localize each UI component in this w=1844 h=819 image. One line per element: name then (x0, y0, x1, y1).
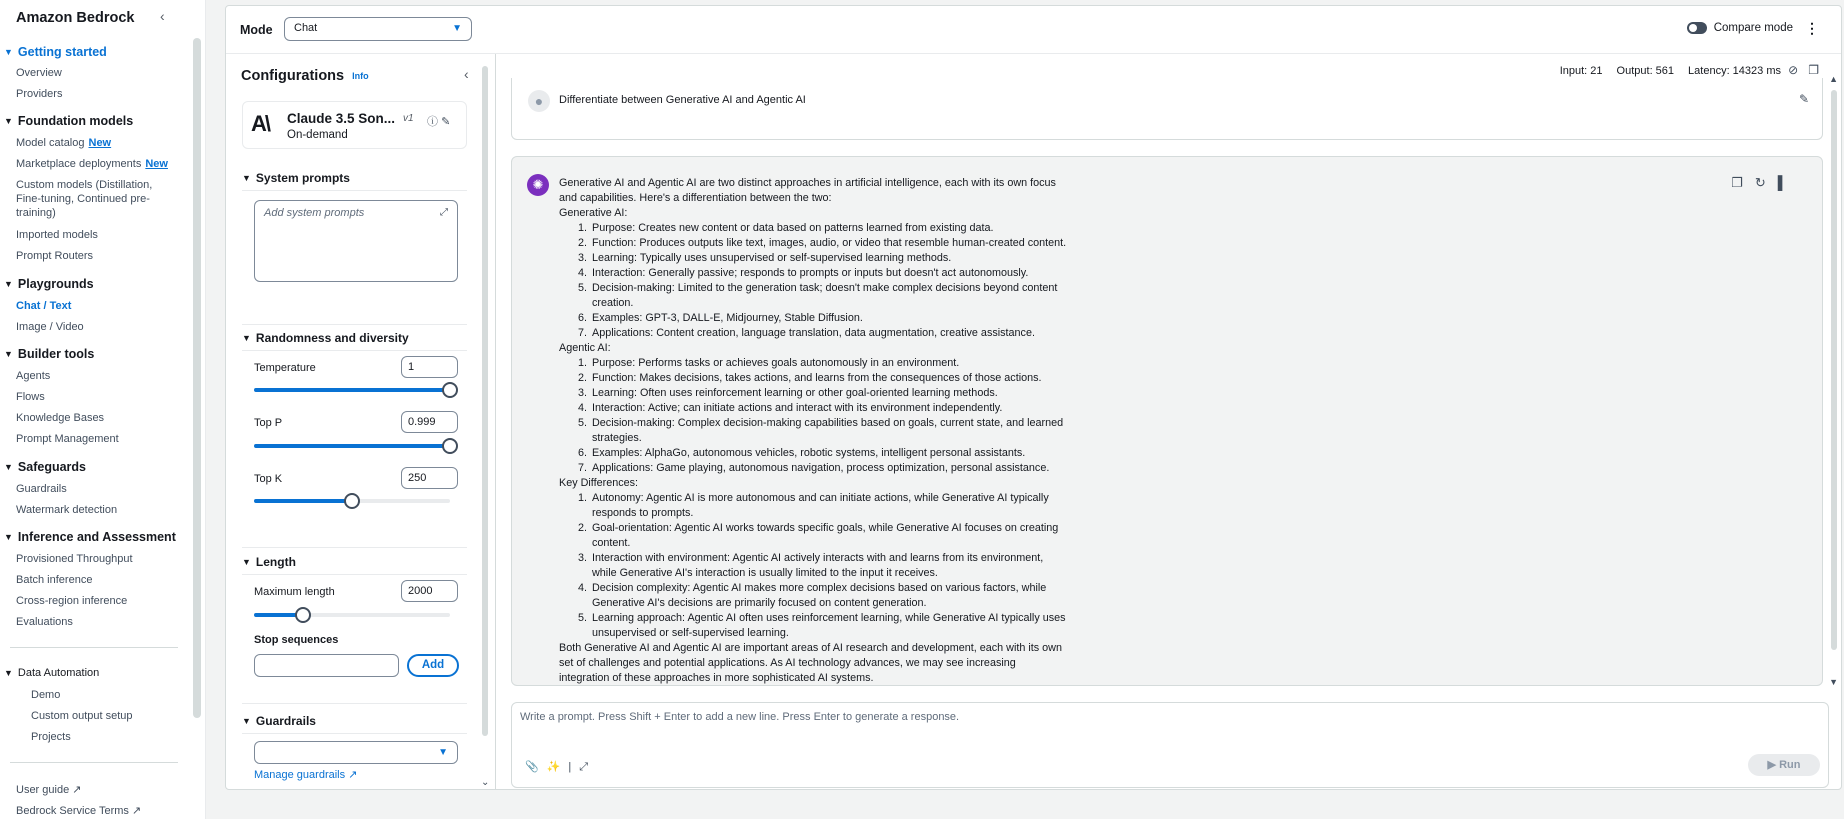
list-item: 2. Function: Makes decisions, takes actions, and learns from the consequences of those actions. (590, 371, 1069, 386)
caret-down-icon: ▼ (242, 716, 251, 726)
chat-area (498, 54, 1841, 790)
configurations-panel (226, 54, 496, 790)
scroll-down-icon[interactable]: ▼ (1829, 677, 1838, 687)
caret-down-icon: ▼ (242, 173, 251, 183)
list-item: 3. Learning: Typically uses unsupervised or self-supervised learning methods. (590, 251, 1069, 266)
output-tokens: Output: 561 (1616, 65, 1675, 77)
list-item: 2. Function: Produces outputs like text, images, audio, or video that resemble human-created content. (590, 236, 1069, 251)
section-divider (242, 703, 467, 704)
list-item: 5. Decision-making: Complex decision-making capabilities based on goals, current state, and learned strategies. (590, 416, 1069, 446)
max-length-label: Maximum length (254, 586, 335, 598)
compare-mode-toggle[interactable] (1687, 22, 1793, 34)
section-divider (242, 350, 467, 351)
run-label: Run (1779, 759, 1801, 771)
agentic-heading: Agentic AI: (559, 342, 611, 354)
edit-icon[interactable]: ✎ (1798, 92, 1809, 106)
sidebar-item-provisioned[interactable]: Provisioned Throughput (16, 553, 133, 565)
list-item: 6. Examples: GPT-3, DALL-E, Midjourney, Stable Diffusion. (590, 311, 1069, 326)
slider-handle[interactable] (442, 382, 458, 398)
sidebar-section-inference[interactable] (4, 530, 176, 544)
user-message (511, 78, 1823, 140)
list-item: 1. Purpose: Creates new content or data based on patterns learned from existing data. (590, 221, 1069, 236)
sidebar-section-data-automation[interactable] (4, 667, 99, 679)
metrics-icon[interactable]: ▌ (1777, 175, 1799, 190)
run-button[interactable] (1748, 754, 1820, 776)
copy-icon[interactable]: ❐ (1808, 63, 1829, 77)
caret-down-icon: ▼ (4, 532, 13, 542)
list-item: 1. Purpose: Performs tasks or achieves goals autonomously in an environment. (590, 356, 1069, 371)
external-link-icon: ↗ (131, 805, 142, 817)
list-item: 7. Applications: Content creation, language translation, data augmentation, creative assistance. (590, 326, 1069, 341)
caret-down-icon: ▼ (4, 116, 13, 126)
copy-icon[interactable]: ❐ (1731, 175, 1755, 190)
agentic-list (590, 356, 1069, 476)
new-badge: New (145, 158, 168, 170)
sidebar-divider (10, 762, 178, 763)
top-p-label: Top P (254, 417, 283, 429)
section-label: Getting started (17, 45, 107, 59)
list-item: 2. Goal-orientation: Agentic AI works towards specific goals, while Generative AI focuses on creating content. (590, 521, 1069, 551)
model-name: Claude 3.5 Son... (287, 111, 396, 126)
response-conclusion: Both Generative AI and Agentic AI are important areas of AI research and development, each with its own set of challenges and potential applications. As AI technology advances, we may see increasing integration of these approaches in more sophisticated AI systems. (559, 642, 1062, 684)
section-label: Data Automation (17, 667, 100, 679)
key-differences-heading: Key Differences: (559, 477, 639, 489)
sidebar-item-projects[interactable]: Projects (31, 731, 71, 743)
sidebar-item-knowledge-bases[interactable]: Knowledge Bases (16, 412, 105, 424)
sidebar-item-agents[interactable]: Agents (16, 370, 51, 382)
section-label: Playgrounds (17, 277, 94, 291)
divider: | (568, 761, 580, 773)
sidebar-item-chat-text[interactable]: Chat / Text (16, 300, 72, 312)
sidebar-item-batch[interactable]: Batch inference (16, 574, 93, 586)
slider-fill (254, 444, 450, 448)
sidebar-item-overview[interactable]: Overview (16, 67, 62, 79)
assistant-response (511, 156, 1823, 686)
list-item: 4. Interaction: Generally passive; responds to prompts or inputs but doesn't act autonomously. (590, 266, 1069, 281)
info-icon[interactable]: ⓘ (427, 116, 438, 128)
item-label: User guide (16, 784, 70, 796)
temperature-slider[interactable] (254, 388, 450, 392)
sidebar-item-prompt-routers[interactable]: Prompt Routers (16, 250, 94, 262)
collapse-panel-icon[interactable]: ‹ (464, 66, 469, 82)
stop-sequence-input[interactable] (254, 654, 399, 677)
sidebar-title: Amazon Bedrock (16, 10, 135, 26)
sidebar-item-evaluations[interactable]: Evaluations (16, 616, 73, 628)
sidebar-item-prompt-management[interactable]: Prompt Management (16, 433, 119, 445)
caret-down-icon: ▼ (242, 333, 251, 343)
slider-handle[interactable] (344, 493, 360, 509)
section-label: Foundation models (17, 114, 134, 128)
prompt-placeholder: Write a prompt. Press Shift + Enter to add a new line. Press Enter to generate a response. (520, 711, 960, 723)
mode-select[interactable] (284, 17, 472, 41)
list-item: 4. Interaction: Active; can initiate actions and interact with its environment independently. (590, 401, 1069, 416)
length-header[interactable] (242, 555, 296, 569)
sidebar-item-flows[interactable]: Flows (16, 391, 45, 403)
prompt-input[interactable] (511, 702, 1829, 788)
sidebar-item-providers[interactable]: Providers (16, 88, 63, 100)
sidebar-item-user-guide[interactable] (16, 783, 166, 797)
sidebar-item-watermark[interactable]: Watermark detection (16, 504, 118, 516)
response-metrics (1560, 65, 1781, 77)
sidebar-item-model-catalog[interactable] (16, 136, 166, 150)
section-divider (242, 547, 467, 548)
sidebar-item-cross-region[interactable]: Cross-region inference (16, 595, 128, 607)
edit-icon[interactable]: ✎ (441, 116, 451, 128)
system-prompt-input[interactable]: Add system prompts (254, 200, 458, 282)
sidebar-item-custom-models[interactable]: Custom models (Distillation, Fine-tuning, Continued pre-training) (16, 179, 153, 219)
scroll-down-icon[interactable]: ⌄ (481, 777, 490, 788)
model-actions (427, 113, 450, 129)
slider-handle[interactable] (442, 438, 458, 454)
regenerate-icon[interactable]: ↻ (1754, 175, 1778, 190)
playground-panel (225, 5, 1842, 790)
top-k-input[interactable]: 250 (401, 467, 458, 489)
expand-icon[interactable]: ⤢ (440, 207, 448, 218)
model-avatar-icon: ✺ (527, 174, 549, 196)
top-k-slider[interactable] (254, 499, 450, 503)
mode-label: Mode (240, 23, 273, 37)
sidebar (0, 0, 206, 819)
configurations-heading (241, 68, 369, 84)
list-item: 4. Decision complexity: Agentic AI makes more complex decisions based on various factors, while Generative AI's decisions are primarily focused on content generation. (590, 581, 1069, 611)
generative-list (590, 221, 1069, 341)
chat-scrollbar[interactable] (1831, 90, 1837, 650)
expand-icon[interactable]: ⤢ (579, 761, 597, 773)
sidebar-item-image-video[interactable]: Image / Video (16, 321, 84, 333)
toggle-switch[interactable] (1687, 22, 1707, 34)
section-divider (242, 324, 467, 325)
top-p-slider[interactable] (254, 444, 450, 448)
slider-handle[interactable] (295, 607, 311, 623)
anthropic-logo: A\ (251, 111, 269, 136)
model-type: On-demand (287, 129, 348, 141)
section-title: Randomness and diversity (255, 331, 409, 345)
slider-fill (254, 388, 450, 392)
caret-down-icon: ▼ (4, 47, 13, 57)
external-link-icon: ↗ (348, 769, 358, 781)
info-link[interactable]: Info (352, 71, 369, 82)
scroll-up-icon[interactable]: ▲ (1829, 74, 1838, 84)
item-label: Model catalog (16, 137, 85, 149)
sidebar-item-imported-models[interactable]: Imported models (16, 229, 98, 241)
caret-down-icon: ▼ (4, 279, 13, 289)
key-differences-list (590, 491, 1069, 641)
compare-mode-label: Compare mode (1713, 22, 1793, 34)
sidebar-section-foundation-models[interactable] (4, 114, 133, 128)
sidebar-item-marketplace[interactable] (16, 157, 196, 171)
sidebar-divider (10, 647, 178, 648)
section-divider (242, 190, 467, 191)
model-version: v1 (403, 113, 414, 124)
add-stop-sequence-button[interactable]: Add (407, 654, 459, 677)
external-link-icon: ↗ (72, 784, 82, 796)
section-title: Length (255, 555, 296, 569)
attach-icon[interactable]: 📎 (525, 761, 547, 773)
list-item: 7. Applications: Game playing, autonomous navigation, process optimization, personal assistance. (590, 461, 1069, 476)
config-scrollbar[interactable] (482, 66, 488, 736)
caret-down-icon: ▼ (4, 668, 13, 678)
sidebar-section-builder-tools[interactable] (4, 347, 94, 361)
response-text (559, 176, 1069, 686)
new-badge: New (88, 137, 112, 149)
caret-down-icon: ▼ (438, 747, 448, 758)
slider-fill (254, 499, 352, 503)
caret-down-icon: ▼ (242, 557, 251, 567)
item-label: Bedrock Service Terms (16, 805, 129, 817)
more-options-icon[interactable]: ⋮ (1805, 20, 1819, 36)
list-item: 1. Autonomy: Agentic AI is more autonomous and can initiate actions, while Generative AI typically responds to prompts. (590, 491, 1069, 521)
user-message-text: Differentiate between Generative AI and Agentic AI (559, 94, 806, 106)
sidebar-item-custom-output[interactable]: Custom output setup (31, 710, 133, 722)
section-label: Safeguards (17, 460, 87, 474)
response-actions (1731, 175, 1799, 191)
generative-heading: Generative AI: (559, 207, 628, 219)
list-item: 5. Decision-making: Limited to the generation task; doesn't make complex decisions beyond content creation. (590, 281, 1069, 311)
guardrail-select[interactable] (254, 741, 458, 764)
mode-bar (226, 6, 1841, 54)
list-item: 6. Examples: AlphaGo, autonomous vehicles, robotic systems, intelligent personal assistants. (590, 446, 1069, 461)
temperature-label: Temperature (254, 362, 316, 374)
sidebar-item-service-terms[interactable] (16, 804, 166, 818)
section-label: Builder tools (17, 347, 95, 361)
response-intro: Generative AI and Agentic AI are two distinct approaches in artificial intelligence, each with its own focus and capabilities. Here's a differentiation between the two: (559, 177, 1056, 204)
model-selector[interactable] (242, 101, 467, 149)
configurations-title: Configurations (241, 68, 345, 84)
stop-sequences-label: Stop sequences (254, 634, 339, 646)
sidebar-scrollbar[interactable] (193, 38, 201, 718)
sidebar-section-safeguards[interactable] (4, 460, 86, 474)
link-label: Manage guardrails (254, 769, 346, 781)
section-title: Guardrails (255, 714, 316, 728)
user-avatar-icon: ● (528, 90, 550, 112)
prompt-actions (525, 760, 596, 774)
list-item: 3. Learning: Often uses reinforcement learning or other goal-oriented learning methods. (590, 386, 1069, 401)
temperature-input[interactable]: 1 (401, 356, 458, 378)
clear-icon[interactable]: ⊘ (1788, 63, 1809, 77)
list-item: 3. Interaction with environment: Agentic AI actively interacts with and learns from its environment, while Generative AI's interaction is usually limited to the input it receives. (590, 551, 1069, 581)
system-prompts-header[interactable] (242, 171, 350, 185)
mode-value: Chat (294, 22, 318, 34)
item-label: Marketplace deployments (16, 158, 142, 170)
randomness-header[interactable] (242, 331, 409, 345)
sidebar-item-demo[interactable]: Demo (31, 689, 61, 701)
guardrails-header[interactable] (242, 714, 316, 728)
sidebar-section-playgrounds[interactable] (4, 277, 94, 291)
section-label: Inference and Assessment (17, 530, 176, 544)
max-length-input[interactable]: 2000 (401, 580, 458, 602)
caret-down-icon: ▼ (452, 23, 462, 34)
sidebar-item-guardrails[interactable]: Guardrails (16, 483, 67, 495)
manage-guardrails-link[interactable] (254, 768, 357, 781)
sidebar-section-getting-started[interactable] (4, 45, 107, 59)
section-title: System prompts (255, 171, 350, 185)
max-length-slider[interactable] (254, 613, 450, 617)
section-divider (242, 574, 467, 575)
input-tokens: Input: 21 (1559, 65, 1603, 77)
list-item: 5. Learning approach: Agentic AI often uses reinforcement learning, while Generative AI typically uses unsupervised or self-supervised learning. (590, 611, 1069, 641)
magic-wand-icon[interactable]: ✨ (546, 761, 569, 773)
chat-header-actions (1788, 63, 1829, 77)
caret-down-icon: ▼ (4, 349, 13, 359)
caret-down-icon: ▼ (4, 462, 13, 472)
section-divider (242, 733, 467, 734)
top-k-label: Top K (254, 473, 283, 485)
collapse-sidebar-icon[interactable]: ‹ (160, 8, 165, 24)
play-icon: ▶ (1767, 759, 1776, 771)
top-p-input[interactable]: 0.999 (401, 411, 458, 433)
latency: Latency: 14323 ms (1688, 65, 1781, 77)
